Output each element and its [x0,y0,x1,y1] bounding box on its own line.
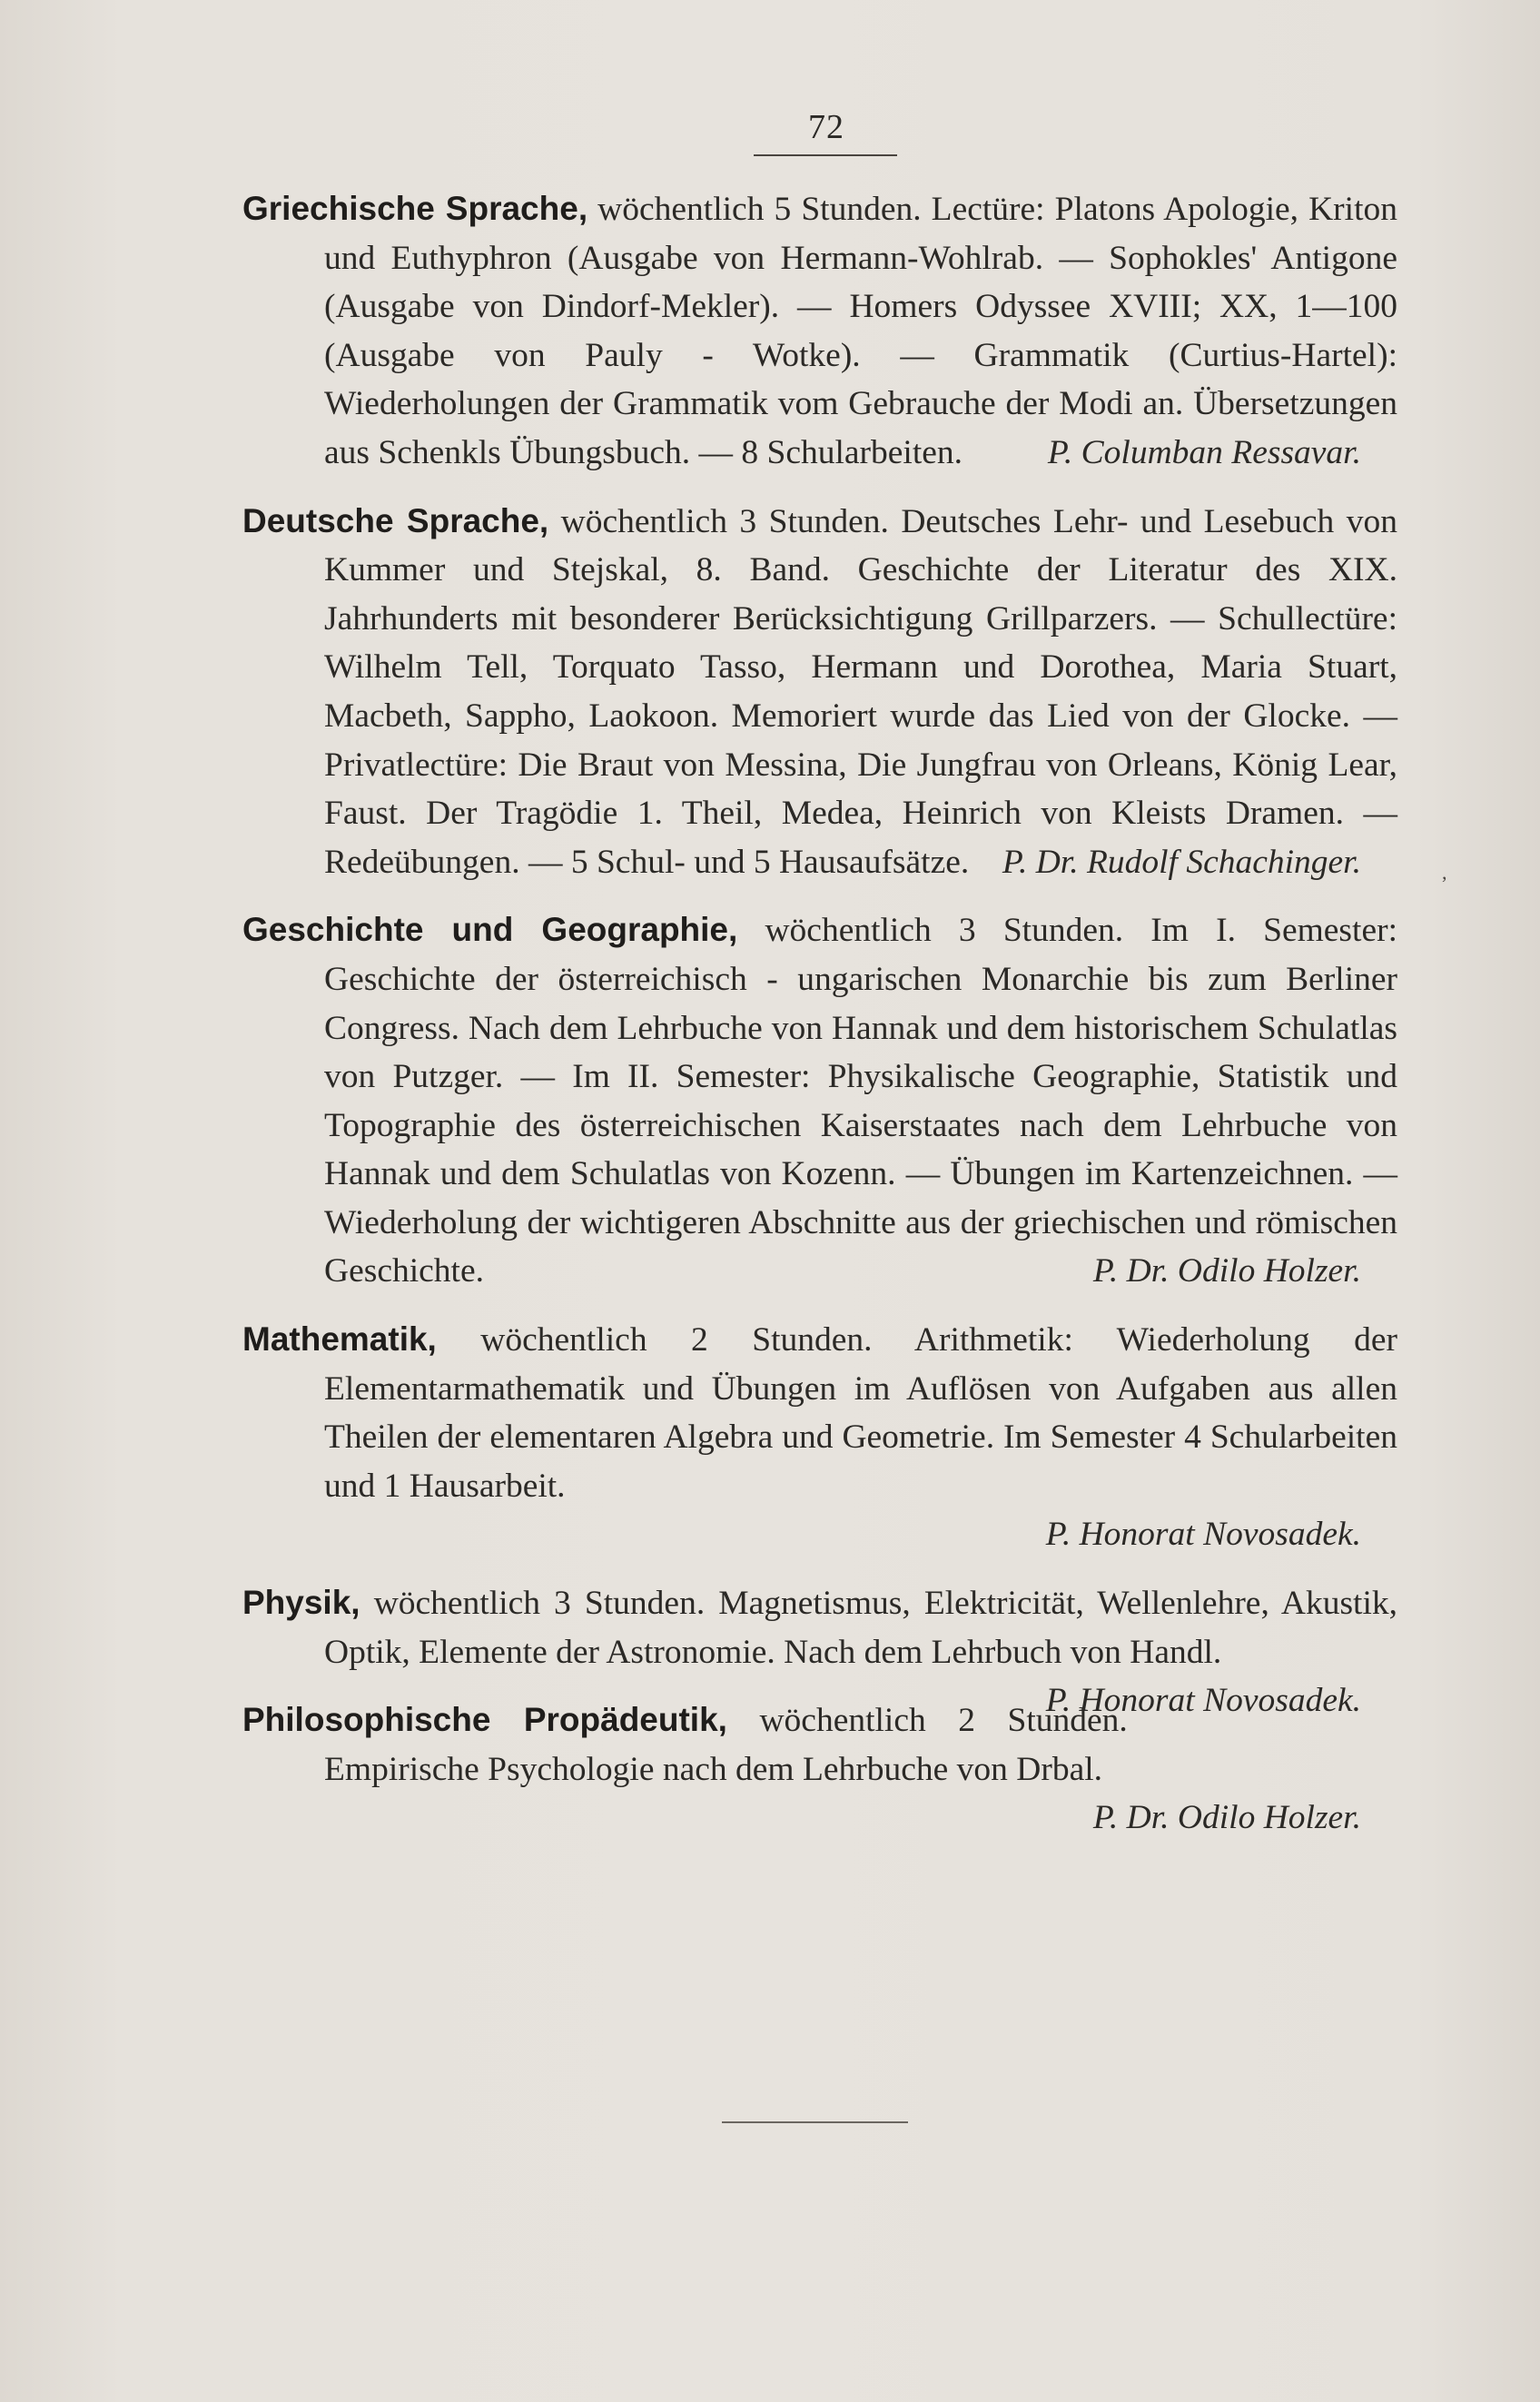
teacher-name: P. Columban Ressavar. [1047,433,1361,471]
entry-body: wöchentlich 5 Stunden. Lectüre: Platons Apologie, Kriton und Euthyphron (Ausgabe von Hermann-Wohlrab. — Sophokles' Antigone (Ausgabe von Dindorf-Mekler). — Homers Odyssee XVIII; XX, 1—100 (Ausgabe von Pauly - Wotke). — Grammatik (Curtius-Hartel): Wiederholungen der Grammatik vom Gebrauche der Modi an. Übersetzungen aus Schenkls Übungsbuch. — 8 Schularbeiten. [324,191,1398,471]
subject-heading: Physik, [242,1584,360,1622]
subject-heading: Philosophische Propädeutik, [242,1701,727,1739]
subject-heading: Mathematik, [242,1320,437,1359]
page-content [242,184,1397,1862]
entry-body: wöchentlich 3 Stunden. Deutsches Lehr- und Lesebuch von Kummer und Stejskal, 8. Band. Geschichte der Literatur des XIX. Jahrhunderts mit besonderer Berücksichtigung Grillparzers. — Schullectüre: Wilhelm Tell, Torquato Tasso, Hermann und Dorothea, Maria Stuart, Macbeth, Sappho, Laokoon. Memoriert wurde das Lied von der Glocke. — Privatlectüre: Die Braut von Messina, Die Jungfrau von Orleans, König Lear, Faust. Der Tragödie 1. Theil, Medea, Heinrich von Kleists Dramen. — Redeübungen. — 5 Schul- und 5 Hausaufsätze. [324,502,1397,881]
teacher-name: P. Dr. Rudolf Schachinger. [1002,843,1361,881]
subject-heading: Deutsche Sprache, [242,501,549,539]
entry-geschichte-geographie [242,905,1397,1296]
teacher-name: P. Honorat Novosadek. [1045,1682,1361,1720]
page-number: 72 [808,108,844,146]
entry-deutsche-sprache [242,497,1397,887]
margin-mark: , [1442,861,1447,884]
end-rule [722,2121,908,2123]
teacher-name: P. Dr. Odilo Holzer. [1092,1799,1361,1837]
subject-heading: Geschichte und Geographie, [242,911,738,949]
subject-heading: Griechische Sprache, [242,190,588,227]
entry-body: wöchentlich 2 Stunden. Arithmetik: Wiederholung der Elementarmathematik und Übungen im Auflösen von Aufgaben aus allen Theilen der elementaren Algebra und Geometrie. Im Semester 4 Schularbeiten und 1 Hausarbeit. [324,1321,1397,1505]
teacher-name: P. Dr. Odilo Holzer. [1092,1252,1361,1290]
teacher-name: P. Honorat Novosadek. [1045,1516,1361,1554]
entry-body: wöchentlich 2 Stunden. Empirische Psychologie nach dem Lehrbuche von Drbal. [324,1702,1128,1788]
entry-mathematik [242,1315,1397,1559]
entry-body: wöchentlich 3 Stunden. Magnetismus, Elektricität, Wellenlehre, Akustik, Optik, Elemente der Astronomie. Nach dem Lehrbuch von Handl. [324,1585,1397,1671]
entry-griechische-sprache [242,184,1397,478]
entry-body: wöchentlich 3 Stunden. Im I. Semester: Geschichte der österreichisch - ungarischen Monarchie bis zum Berliner Congress. Nach dem Lehrbuche von Hannak und dem historischem Schulatlas von Putzger. — Im II. Semester: Physikalische Geographie, Statistik und Topographie des österreichischen Kaiserstaates nach dem Lehrbuche von Hannak und dem Schulatlas von Kozenn. — Übungen im Kartenzeichnen. — Wiederholung der wichtigeren Abschnitte aus der griechischen und römischen Geschichte. [324,912,1397,1290]
page-number-rule [754,154,897,156]
